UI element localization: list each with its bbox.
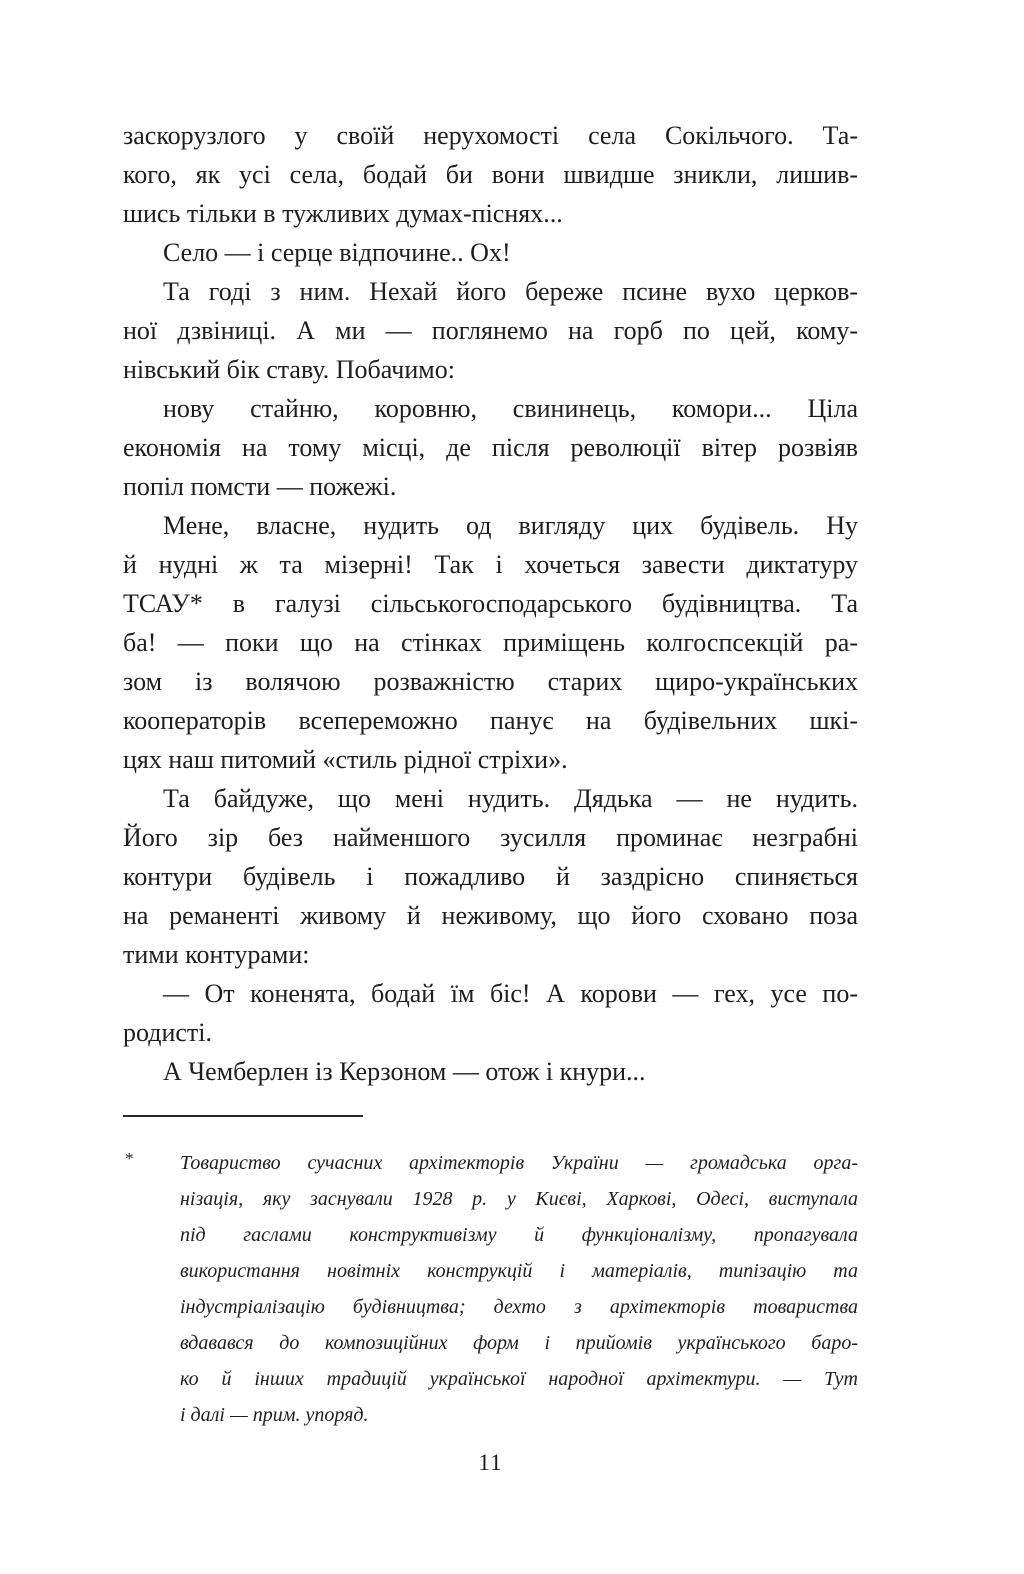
footnote-line: під гаслами конструктивізму й функціоналізму, пропагувала (180, 1224, 858, 1246)
paragraph (123, 272, 858, 389)
paragraph (123, 116, 858, 233)
text-line: цях наш питомий «стиль рідної стріхи». (123, 745, 568, 774)
text-line: Його зір без найменшого зусилля проминає незграбні (123, 823, 858, 852)
footnote-marker: * (125, 1149, 134, 1168)
footnote-line: вдавався до композиційних форм і прийомів українського баро- (180, 1332, 858, 1354)
paragraph (123, 506, 858, 779)
text-column (123, 116, 858, 1433)
footnote-line: використання новітніх конструкцій і матеріалів, типізацію та (180, 1260, 858, 1282)
text-line: тими контурами: (123, 940, 310, 969)
footnote-separator (123, 1115, 363, 1117)
footnote-line: індустріалізацію будівництва; дехто з архітекторів товариства (180, 1296, 858, 1318)
text-line: Мене, власне, нудить од вигляду цих будівель. Ну (163, 511, 858, 540)
page-number: 11 (478, 1450, 503, 1475)
text-line: зом із волячою розважністю старих щиро-українських (123, 667, 858, 696)
text-line: Село — і серце відпочине.. Ох! (163, 238, 511, 267)
text-line: на реманенті живому й неживому, що його сховано поза (123, 901, 858, 930)
footnote-text (180, 1145, 858, 1433)
text-line: родисті. (123, 1018, 213, 1047)
text-line: — От коненята, бодай їм біс! А корови — гех, усе по- (163, 979, 858, 1008)
paragraph (123, 233, 858, 272)
text-line: ТСАУ* в галузі сільськогосподарського будівництва. Та (123, 589, 858, 618)
paragraph (123, 779, 858, 974)
footnote-line: нізація, яку заснували 1928 р. у Києві, Харкові, Одесі, виступала (180, 1188, 858, 1210)
text-line: нову стайню, коровню, свининець, комори... Ціла (163, 394, 858, 423)
body-text (123, 116, 858, 1091)
text-line: кооператорів всепереможно панує на будівельних шкі- (123, 706, 858, 735)
paragraph (123, 1052, 858, 1091)
text-line: контури будівель і пожадливо й заздрісно спиняється (123, 862, 858, 891)
text-line: Та байдуже, що мені нудить. Дядька — не нудить. (163, 784, 858, 813)
text-line: й нудні ж та мізерні! Так і хочеться завести диктатуру (123, 550, 858, 579)
footnote-line: ко й інших традицій української народної архітектури. — Тут (180, 1368, 858, 1390)
text-line: економія на тому місці, де після революції вітер розвіяв (123, 433, 858, 462)
footnote-line: Товариство сучасних архітекторів України — громадська орга- (180, 1152, 858, 1174)
text-line: нівський бік ставу. Побачимо: (123, 355, 455, 384)
text-line: заскорузлого у своїй нерухомості села Сокільчого. Та- (123, 121, 858, 150)
text-line: шись тільки в тужливих думах-піснях... (123, 199, 563, 228)
footnote (123, 1145, 858, 1433)
text-line: А Чемберлен із Керзоном — отож і кнури... (163, 1057, 646, 1086)
text-line: попіл помсти — пожежі. (123, 472, 397, 501)
text-line: кого, як усі села, бодай би вони швидше зникли, лишив- (123, 160, 858, 189)
paragraph (123, 974, 858, 1052)
text-line: Та годі з ним. Нехай його береже псине вухо церков- (163, 277, 858, 306)
text-line: ної дзвіниці. А ми — поглянемо на горб по цей, кому- (123, 316, 858, 345)
footnote-line: і далі — прим. упоряд. (180, 1404, 369, 1426)
text-line: ба! — поки що на стінках приміщень колгоспсекцій ра- (123, 628, 858, 657)
paragraph (123, 389, 858, 506)
